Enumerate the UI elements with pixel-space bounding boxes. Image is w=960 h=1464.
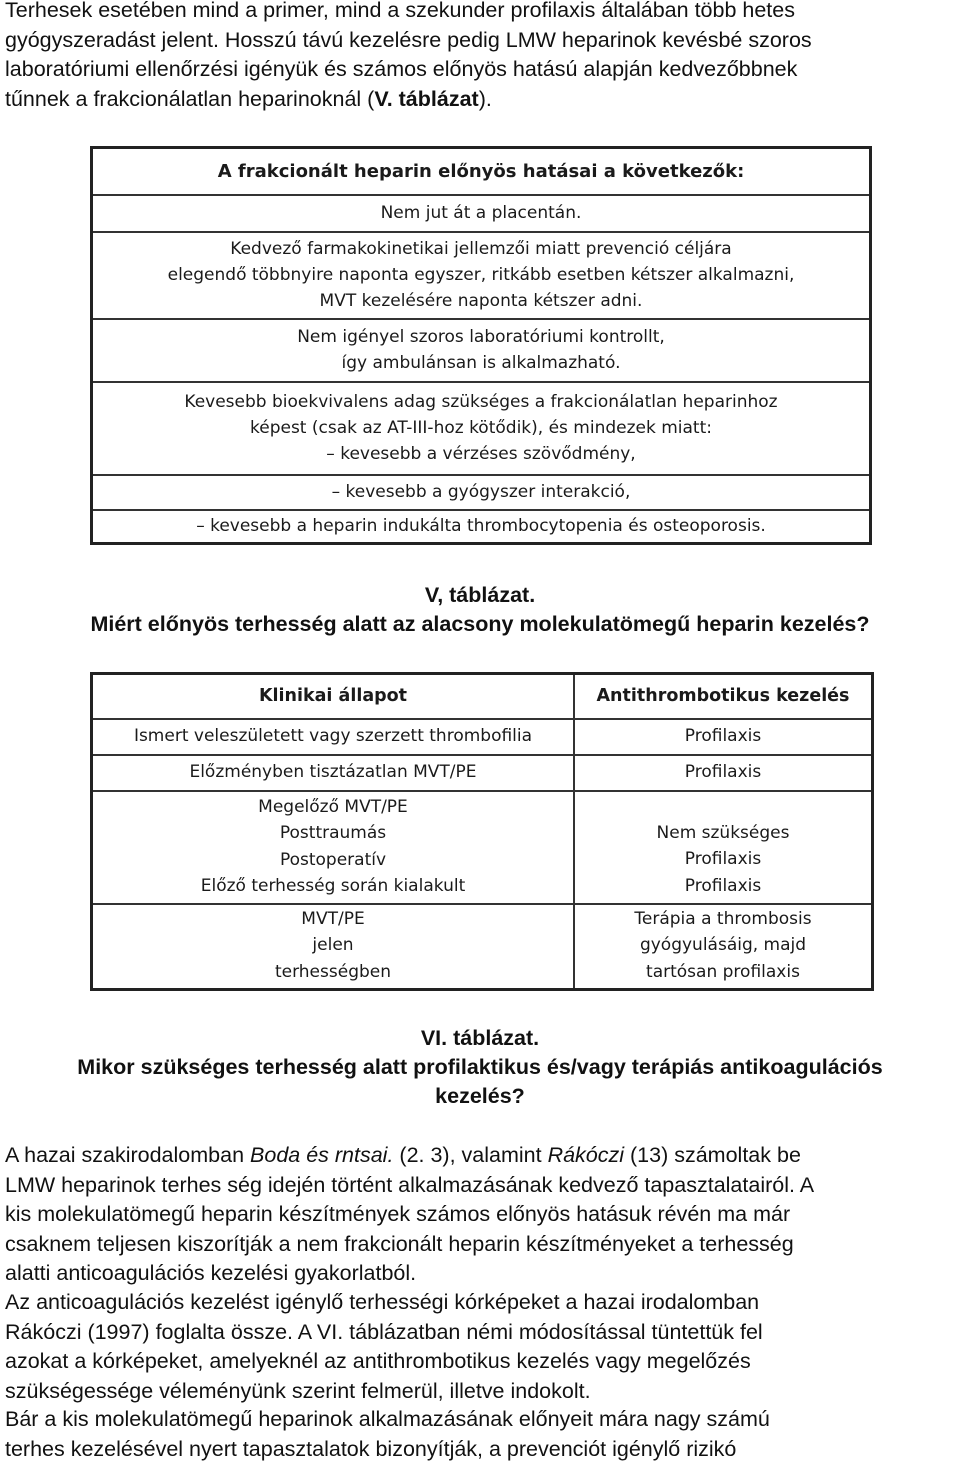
text-fragment: tűnnek a frakcionálatlan heparinoknál ( [5,87,374,111]
table-vi-cell [575,754,871,790]
cell-text: Profilaxis [685,873,761,900]
table-v-text: MVT kezelésére naponta kétszer adni. [320,288,643,314]
table-v-text: így ambulánsan is alkalmazható. [342,350,621,376]
text-line: kis molekulatömegű heparin készítmények számos előnyös hatásuk révén ma már [5,1200,957,1230]
text-fragment: (2. 3), valamint [393,1143,547,1167]
table-vi-cell [93,754,575,790]
cell-text: Megelőző MVT/PE [258,794,408,821]
table-v-caption [0,581,960,639]
col-header-text: Klinikai állapot [259,683,407,710]
text-line: LMW heparinok terhes ség idején történt alkalmazásának kedvező tapasztalatairól. A [5,1171,957,1201]
cell-text: Posttraumás [280,820,386,847]
text-line: csaknem teljesen kiszorítják a nem frakcionált heparin készítményeket a terhesség [5,1230,957,1260]
table-v-row [93,231,869,320]
table-vi-caption-title: kezelés? [0,1082,960,1111]
text-line [5,85,957,115]
text-line [5,1141,957,1171]
text-line: azokat a kórképeket, amelyeknél az antithrombotikus kezelés vagy megelőzés [5,1347,957,1377]
text-line: Az anticoagulációs kezelést igénylő terhességi kórképeket a hazai irodalomban [5,1288,957,1318]
table-v-text: – kevesebb a gyógyszer interakció, [332,479,631,505]
table-vi-row [93,903,871,988]
table-reference: V. táblázat [374,87,478,111]
table-v-row [93,318,869,383]
table-v-caption-label: V, táblázat. [0,581,960,610]
text-fragment: ). [479,87,492,111]
table-vi-row [93,718,871,756]
cell-text: Előzményben tisztázatlan MVT/PE [189,759,476,786]
table-vi [90,672,874,991]
author-citation: Rákóczi [548,1143,624,1167]
table-vi-row [93,790,871,905]
table-v-text: Kevesebb bioekvivalens adag szükséges a frakcionálatlan heparinhoz [184,389,777,415]
body-paragraph [5,1288,957,1406]
cell-text: Profilaxis [685,846,761,873]
cell-text: Profilaxis [685,723,761,750]
table-v-row [93,194,869,233]
table-v-row [93,474,869,511]
table-v-text: elegendő többnyire naponta egyszer, ritkább esetben kétszer alkalmazni, [168,262,795,288]
table-vi-header-row [93,675,871,720]
text-line: alatti anticoagulációs kezelési gyakorlatból. [5,1259,957,1289]
cell-text: Ismert veleszületett vagy szerzett thrombofilia [134,723,532,750]
table-vi-cell [575,718,871,754]
text-line: Rákóczi (1997) foglalta össze. A VI. táblázatban némi módosítással tüntettük fel [5,1318,957,1348]
table-vi-col-header [93,675,575,718]
table-vi-cell [575,903,871,988]
cell-text: gyógyulásáig, majd [640,932,806,959]
table-vi-caption-title: Mikor szükséges terhesség alatt profilaktikus és/vagy terápiás antikoagulációs [0,1053,960,1082]
text-line: terhes kezelésével nyert tapasztalatok bizonyítják, a prevenciót igénylő rizikó [5,1435,957,1464]
text-line: Bár a kis molekulatömegű heparinok alkalmazásának előnyeit mára nagy számú [5,1405,957,1435]
intro-paragraph [5,0,957,114]
cell-text: MVT/PE [301,906,364,933]
table-vi-cell [93,718,575,754]
cell-text: Előző terhesség során kialakult [201,873,465,900]
text-line: laboratóriumi ellenőrzési igényük és számos előnyös hatású alapján kedvezőbbnek [5,55,957,85]
cell-text: jelen [312,932,353,959]
table-vi-cell [93,790,575,903]
table-v-text: – kevesebb a heparin indukálta thrombocytopenia és osteoporosis. [196,513,766,539]
table-vi-cell [93,903,575,988]
body-paragraph [5,1405,957,1464]
table-v [90,146,872,545]
cell-text: Terápia a thrombosis [634,906,811,933]
table-v-text: Kedvező farmakokinetikai jellemzői miatt prevenció céljára [230,236,731,262]
cell-text: terhességben [275,959,391,986]
table-vi-cell [575,790,871,903]
text-line: Terhesek esetében mind a primer, mind a szekunder profilaxis általában több hetes [5,0,957,26]
body-paragraph [5,1141,957,1289]
table-vi-col-header [575,675,871,718]
text-fragment: A hazai szakirodalomban [5,1143,250,1167]
table-v-text: – kevesebb a vérzéses szövődmény, [326,441,635,467]
text-line: gyógyszeradást jelent. Hosszú távú kezelésre pedig LMW heparinok kevésbé szoros [5,26,957,56]
table-vi-caption [0,1024,960,1111]
table-v-header-text: A frakcionált heparin előnyös hatásai a következők: [218,159,745,185]
table-v-text: Nem igényel szoros laboratóriumi kontrollt, [297,324,665,350]
cell-text: Nem szükséges [657,820,790,847]
author-citation: Boda és rntsai. [250,1143,393,1167]
cell-text: Postoperatív [280,847,386,874]
table-vi-row [93,754,871,792]
table-v-row [93,509,869,542]
table-v-caption-title: Miért előnyös terhesség alatt az alacsony molekulatömegű heparin kezelés? [0,610,960,639]
cell-text: tartósan profilaxis [646,959,800,986]
table-v-text: képest (csak az AT-III-hoz kötődik), és mindezek miatt: [250,415,712,441]
table-v-row [93,381,869,476]
table-vi-caption-label: VI. táblázat. [0,1024,960,1053]
cell-text: Profilaxis [685,759,761,786]
text-line: szükségessége véleményünk szerint felmerül, illetve indokolt. [5,1377,957,1407]
table-v-header [93,149,869,196]
text-fragment: (13) számoltak be [624,1143,801,1167]
col-header-text: Antithrombotikus kezelés [597,683,850,710]
table-v-text: Nem jut át a placentán. [381,200,582,226]
